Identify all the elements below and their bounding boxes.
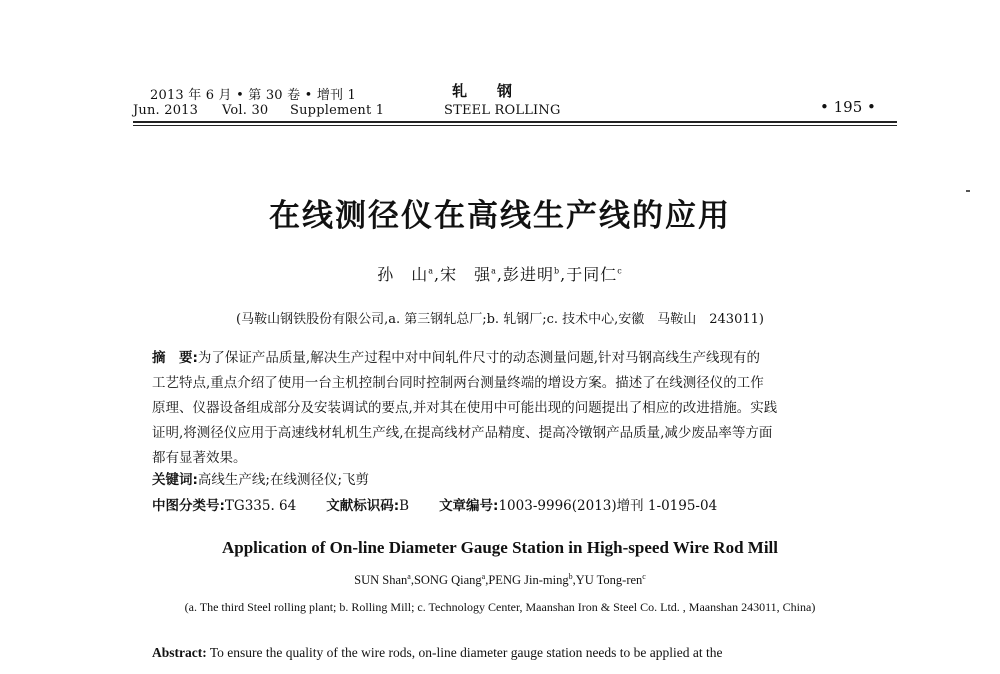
abstract-text-en: To ensure the quality of the wire rods, on-line diameter gauge station needs to be applied at the xyxy=(209,645,723,660)
abstract-line: 都有显著效果。 xyxy=(152,450,247,466)
header-journal-cn: 轧 钢 xyxy=(452,82,513,100)
author-name-en: YU Tong-ren xyxy=(575,573,643,588)
abstract-cn xyxy=(152,346,868,471)
keywords xyxy=(152,468,369,488)
author-affiliation-mark: a xyxy=(491,266,497,276)
author-name: 宋 强 xyxy=(440,265,492,284)
author-name: 彭进明 xyxy=(503,265,555,284)
abstract-line: 原理、仪器设备组成部分及安装调试的要点,并对其在使用中可能出现的问题提出了相应的改进措施。实践 xyxy=(152,400,778,416)
author-affiliation-mark-en: a xyxy=(481,572,486,581)
doc-code-value: B xyxy=(399,498,410,514)
keywords-label: 关键词: xyxy=(152,472,198,488)
authors-en: SUN Shan$^a$,SONG Qiang$^a$,PENG Jin-ming$^b$,YU Tong-ren$^c$ xyxy=(354,572,646,588)
clc-label: 中图分类号: xyxy=(152,498,225,514)
author-affiliation-mark: b xyxy=(554,266,561,276)
author-name-en: SUN Shan xyxy=(354,573,408,588)
header-issue-cn: 2013 年 6 月 • 第 30 卷 • 增刊 1 xyxy=(150,88,357,103)
author-affiliation-mark: a xyxy=(428,266,435,276)
abstract-line: 证明,将测径仪应用于高速线材轧机生产线,在提高线材产品精度、提高冷镦钢产品质量,减少废品率等方面 xyxy=(152,425,773,441)
header-date-en: Jun. 2013 xyxy=(133,103,199,118)
paper-title-en: Application of On-line Diameter Gauge Station in High-speed Wire Rod Mill xyxy=(222,538,778,557)
clc-value: TG335. 64 xyxy=(224,498,297,514)
affiliation-cn: (马鞍山钢铁股份有限公司,a. 第三钢轧总厂;b. 轧钢厂;c. 技术中心,安徽 马鞍山 243011) xyxy=(236,312,764,327)
header-supplement-en: Supplement 1 xyxy=(290,103,385,118)
article-number-value: 1003-9996(2013)增刊 1-0195-04 xyxy=(498,498,718,514)
affiliation-en: (a. The third Steel rolling plant; b. Rolling Mill; c. Technology Center, Maanshan Iron & Steel Co. Ltd. , Maanshan 243011, China) xyxy=(184,600,816,614)
article-number-label: 文章编号: xyxy=(439,498,499,514)
header-rule-thin xyxy=(133,125,897,126)
abstract-label-en: Abstract: xyxy=(152,645,207,660)
author-name: 孙 山 xyxy=(377,265,429,284)
authors-cn: 孙 山$^a$,宋 强$^a$,彭进明$^b$,于同仁$^c$ xyxy=(377,265,623,284)
author-affiliation-mark: c xyxy=(617,266,623,276)
classification-row xyxy=(152,494,717,514)
author-affiliation-mark-en: a xyxy=(407,572,411,581)
paper-title-cn: 在线测径仪在高线生产线的应用 xyxy=(269,198,731,234)
doc-code-label: 文献标识码: xyxy=(326,498,400,514)
abstract-en xyxy=(152,640,868,665)
author-name: 于同仁 xyxy=(566,265,618,284)
abstract-line: 摘 要:为了保证产品质量,解决生产过程中对中间轧件尺寸的动态测量问题,针对马钢高线生产线现有的 xyxy=(152,350,760,366)
page-number: • 195 • xyxy=(820,98,876,116)
author-name-en: PENG Jin-ming xyxy=(488,573,569,588)
author-affiliation-mark-en: b xyxy=(568,572,573,581)
header-journal-en: STEEL ROLLING xyxy=(444,103,561,118)
keywords-value: 高线生产线;在线测径仪;飞剪 xyxy=(197,472,370,488)
header-rule-thick xyxy=(133,121,897,123)
header-volume-en: Vol. 30 xyxy=(222,103,269,118)
author-affiliation-mark-en: c xyxy=(642,572,646,581)
abstract-line: 工艺特点,重点介绍了使用一台主机控制台同时控制两台测量终端的增设方案。描述了在线测径仪的工作 xyxy=(152,375,764,391)
author-name-en: SONG Qiang xyxy=(413,573,482,588)
abstract-label-cn: 摘 要: xyxy=(152,350,198,366)
